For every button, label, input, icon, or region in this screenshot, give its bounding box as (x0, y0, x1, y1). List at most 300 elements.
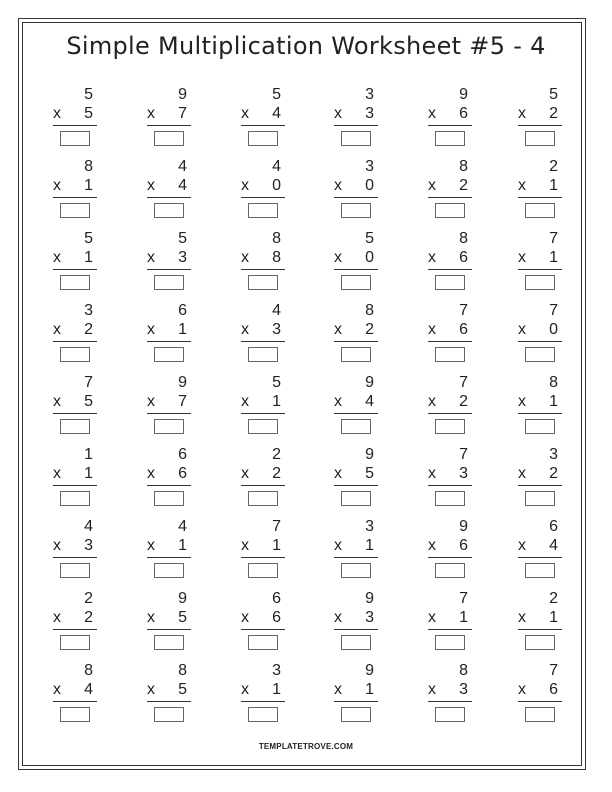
answer-line (53, 269, 97, 270)
answer-line (518, 197, 562, 198)
multiplier: 2 (549, 465, 558, 482)
multiplicand: 3 (365, 158, 374, 175)
answer-line (334, 197, 378, 198)
problem (241, 518, 285, 580)
multiplicand: 5 (178, 230, 187, 247)
multiplier: 8 (272, 249, 281, 266)
problem (334, 374, 378, 436)
problem (518, 446, 562, 508)
multiply-sign: x (334, 393, 342, 410)
answer-box[interactable] (60, 131, 90, 146)
answer-box[interactable] (154, 275, 184, 290)
problem (334, 662, 378, 724)
multiplicand: 9 (178, 590, 187, 607)
answer-box[interactable] (248, 635, 278, 650)
multiplicand: 5 (272, 374, 281, 391)
multiply-sign: x (518, 609, 526, 626)
answer-line (334, 413, 378, 414)
answer-box[interactable] (435, 563, 465, 578)
problem (147, 446, 191, 508)
problem (53, 590, 97, 652)
multiplier: 0 (272, 177, 281, 194)
answer-box[interactable] (154, 635, 184, 650)
problem (147, 302, 191, 364)
answer-line (334, 485, 378, 486)
multiply-sign: x (241, 465, 249, 482)
multiplicand: 9 (365, 662, 374, 679)
problem (428, 230, 472, 292)
multiplicand: 8 (178, 662, 187, 679)
answer-line (53, 125, 97, 126)
multiplier: 3 (178, 249, 187, 266)
multiplier: 1 (84, 249, 93, 266)
multiply-sign: x (241, 321, 249, 338)
answer-line (518, 413, 562, 414)
answer-line (241, 413, 285, 414)
answer-box[interactable] (341, 203, 371, 218)
multiplier: 2 (365, 321, 374, 338)
multiplier: 6 (459, 249, 468, 266)
multiplier: 7 (178, 393, 187, 410)
multiplier: 1 (549, 249, 558, 266)
multiplier: 4 (84, 681, 93, 698)
multiply-sign: x (334, 537, 342, 554)
answer-box[interactable] (435, 131, 465, 146)
multiplicand: 6 (549, 518, 558, 535)
multiplicand: 9 (178, 86, 187, 103)
multiplicand: 1 (84, 446, 93, 463)
multiply-sign: x (428, 177, 436, 194)
answer-box[interactable] (525, 563, 555, 578)
answer-box[interactable] (60, 491, 90, 506)
answer-line (53, 557, 97, 558)
answer-line (53, 701, 97, 702)
answer-box[interactable] (248, 419, 278, 434)
answer-line (334, 341, 378, 342)
problem (334, 518, 378, 580)
answer-box[interactable] (60, 275, 90, 290)
multiplicand: 7 (459, 302, 468, 319)
multiplier: 6 (549, 681, 558, 698)
multiplier: 1 (549, 609, 558, 626)
answer-line (241, 629, 285, 630)
answer-line (147, 629, 191, 630)
multiplicand: 2 (549, 590, 558, 607)
answer-line (53, 341, 97, 342)
multiplier: 5 (84, 105, 93, 122)
problem (518, 158, 562, 220)
multiply-sign: x (241, 177, 249, 194)
answer-box[interactable] (525, 419, 555, 434)
multiply-sign: x (53, 609, 61, 626)
problem (334, 302, 378, 364)
multiplier: 3 (272, 321, 281, 338)
answer-box[interactable] (154, 347, 184, 362)
answer-line (147, 341, 191, 342)
answer-box[interactable] (248, 491, 278, 506)
problem (428, 374, 472, 436)
multiply-sign: x (428, 249, 436, 266)
multiply-sign: x (334, 105, 342, 122)
answer-box[interactable] (60, 563, 90, 578)
problem (334, 590, 378, 652)
multiplicand: 8 (459, 158, 468, 175)
problem (147, 230, 191, 292)
answer-line (53, 485, 97, 486)
problem (241, 86, 285, 148)
problem (241, 158, 285, 220)
multiply-sign: x (53, 465, 61, 482)
answer-box[interactable] (154, 491, 184, 506)
problem (53, 230, 97, 292)
problem (241, 590, 285, 652)
multiply-sign: x (147, 609, 155, 626)
multiplier: 1 (549, 177, 558, 194)
problem (53, 446, 97, 508)
multiplicand: 6 (178, 446, 187, 463)
multiplicand: 9 (459, 518, 468, 535)
problem (334, 230, 378, 292)
multiply-sign: x (53, 321, 61, 338)
multiplier: 4 (365, 393, 374, 410)
problem (518, 518, 562, 580)
page-border-inner (22, 22, 582, 766)
answer-box[interactable] (248, 563, 278, 578)
answer-line (147, 557, 191, 558)
multiplier: 1 (365, 537, 374, 554)
multiplicand: 9 (459, 86, 468, 103)
problem (518, 230, 562, 292)
multiplier: 1 (459, 609, 468, 626)
multiply-sign: x (147, 465, 155, 482)
multiplier: 5 (178, 609, 187, 626)
multiplier: 5 (178, 681, 187, 698)
multiply-sign: x (428, 393, 436, 410)
answer-line (241, 197, 285, 198)
multiplicand: 7 (459, 590, 468, 607)
multiplicand: 8 (84, 158, 93, 175)
multiplier: 4 (549, 537, 558, 554)
multiply-sign: x (518, 249, 526, 266)
answer-box[interactable] (60, 419, 90, 434)
multiply-sign: x (518, 681, 526, 698)
answer-line (518, 269, 562, 270)
problem (518, 590, 562, 652)
multiply-sign: x (241, 249, 249, 266)
answer-box[interactable] (525, 131, 555, 146)
multiplicand: 5 (549, 86, 558, 103)
answer-line (518, 701, 562, 702)
problem (147, 590, 191, 652)
multiply-sign: x (147, 249, 155, 266)
problem (518, 662, 562, 724)
multiplicand: 7 (459, 374, 468, 391)
multiplier: 2 (459, 393, 468, 410)
multiply-sign: x (241, 393, 249, 410)
multiply-sign: x (241, 681, 249, 698)
multiplier: 1 (178, 321, 187, 338)
answer-box[interactable] (248, 707, 278, 722)
answer-box[interactable] (154, 203, 184, 218)
multiply-sign: x (518, 465, 526, 482)
multiplicand: 8 (365, 302, 374, 319)
multiplicand: 4 (272, 158, 281, 175)
answer-line (241, 269, 285, 270)
multiplier: 6 (459, 537, 468, 554)
multiplicand: 8 (459, 662, 468, 679)
multiplier: 6 (272, 609, 281, 626)
multiplicand: 3 (84, 302, 93, 319)
problem (53, 662, 97, 724)
multiplier: 1 (272, 393, 281, 410)
answer-box[interactable] (60, 635, 90, 650)
answer-box[interactable] (525, 491, 555, 506)
multiplicand: 7 (549, 230, 558, 247)
problem (53, 518, 97, 580)
multiply-sign: x (428, 321, 436, 338)
problem (334, 446, 378, 508)
multiply-sign: x (241, 105, 249, 122)
problem (334, 86, 378, 148)
multiplicand: 7 (84, 374, 93, 391)
answer-box[interactable] (341, 275, 371, 290)
answer-line (147, 701, 191, 702)
answer-box[interactable] (525, 347, 555, 362)
answer-box[interactable] (341, 491, 371, 506)
multiplier: 5 (84, 393, 93, 410)
multiplicand: 7 (549, 662, 558, 679)
answer-box[interactable] (154, 131, 184, 146)
multiplicand: 8 (459, 230, 468, 247)
multiplicand: 6 (272, 590, 281, 607)
multiplicand: 8 (549, 374, 558, 391)
answer-box[interactable] (435, 203, 465, 218)
multiplicand: 2 (549, 158, 558, 175)
multiplier: 6 (459, 321, 468, 338)
answer-line (53, 629, 97, 630)
problem (147, 158, 191, 220)
multiply-sign: x (334, 609, 342, 626)
answer-box[interactable] (341, 347, 371, 362)
multiplier: 6 (178, 465, 187, 482)
multiply-sign: x (53, 393, 61, 410)
multiply-sign: x (147, 321, 155, 338)
answer-box[interactable] (60, 203, 90, 218)
multiply-sign: x (518, 105, 526, 122)
answer-box[interactable] (154, 419, 184, 434)
answer-line (518, 341, 562, 342)
multiplicand: 4 (178, 158, 187, 175)
multiplicand: 7 (459, 446, 468, 463)
answer-line (147, 125, 191, 126)
multiplicand: 7 (549, 302, 558, 319)
multiply-sign: x (334, 249, 342, 266)
multiplier: 1 (84, 465, 93, 482)
answer-box[interactable] (435, 419, 465, 434)
multiplicand: 2 (84, 590, 93, 607)
answer-line (518, 557, 562, 558)
multiplier: 0 (365, 177, 374, 194)
multiplier: 5 (365, 465, 374, 482)
problem (53, 302, 97, 364)
problem (147, 518, 191, 580)
problem (53, 86, 97, 148)
multiply-sign: x (428, 681, 436, 698)
answer-box[interactable] (525, 635, 555, 650)
answer-line (147, 197, 191, 198)
answer-line (428, 269, 472, 270)
multiply-sign: x (518, 321, 526, 338)
multiplier: 3 (365, 105, 374, 122)
multiply-sign: x (53, 177, 61, 194)
multiply-sign: x (334, 465, 342, 482)
answer-box[interactable] (341, 131, 371, 146)
answer-line (428, 701, 472, 702)
problem (241, 230, 285, 292)
answer-box[interactable] (435, 635, 465, 650)
multiplicand: 9 (365, 374, 374, 391)
multiplicand: 7 (272, 518, 281, 535)
answer-line (147, 413, 191, 414)
answer-line (147, 485, 191, 486)
multiplicand: 4 (178, 518, 187, 535)
problem (53, 374, 97, 436)
answer-line (428, 125, 472, 126)
multiplicand: 4 (272, 302, 281, 319)
problem (428, 302, 472, 364)
answer-box[interactable] (341, 707, 371, 722)
multiply-sign: x (428, 537, 436, 554)
problem (428, 446, 472, 508)
answer-box[interactable] (341, 563, 371, 578)
multiply-sign: x (147, 681, 155, 698)
answer-line (518, 125, 562, 126)
problem (147, 86, 191, 148)
multiplier: 2 (272, 465, 281, 482)
answer-box[interactable] (154, 707, 184, 722)
answer-line (428, 629, 472, 630)
multiplier: 2 (549, 105, 558, 122)
multiplier: 3 (365, 609, 374, 626)
answer-line (334, 701, 378, 702)
answer-box[interactable] (154, 563, 184, 578)
answer-box[interactable] (341, 419, 371, 434)
answer-line (334, 557, 378, 558)
answer-box[interactable] (435, 707, 465, 722)
problem (241, 302, 285, 364)
multiplier: 3 (459, 465, 468, 482)
multiply-sign: x (518, 537, 526, 554)
answer-box[interactable] (60, 347, 90, 362)
multiplier: 1 (178, 537, 187, 554)
answer-box[interactable] (525, 203, 555, 218)
answer-line (147, 269, 191, 270)
answer-line (518, 485, 562, 486)
problem (428, 518, 472, 580)
problem (518, 374, 562, 436)
multiply-sign: x (147, 393, 155, 410)
answer-box[interactable] (435, 275, 465, 290)
problem (334, 158, 378, 220)
multiply-sign: x (428, 105, 436, 122)
multiply-sign: x (518, 177, 526, 194)
problem (147, 374, 191, 436)
answer-box[interactable] (248, 275, 278, 290)
multiplier: 3 (84, 537, 93, 554)
answer-line (53, 413, 97, 414)
multiplicand: 8 (272, 230, 281, 247)
multiply-sign: x (53, 681, 61, 698)
worksheet-title: Simple Multiplication Worksheet #5 - 4 (66, 32, 546, 60)
multiply-sign: x (147, 105, 155, 122)
answer-box[interactable] (248, 203, 278, 218)
answer-box[interactable] (525, 275, 555, 290)
answer-line (334, 269, 378, 270)
multiplier: 3 (459, 681, 468, 698)
multiplicand: 4 (84, 518, 93, 535)
multiplicand: 8 (84, 662, 93, 679)
multiplicand: 5 (365, 230, 374, 247)
multiplier: 1 (84, 177, 93, 194)
multiplicand: 3 (365, 86, 374, 103)
multiply-sign: x (518, 393, 526, 410)
problem (428, 590, 472, 652)
answer-line (518, 629, 562, 630)
multiplicand: 3 (549, 446, 558, 463)
answer-line (428, 485, 472, 486)
answer-box[interactable] (525, 707, 555, 722)
answer-line (428, 341, 472, 342)
multiplicand: 2 (272, 446, 281, 463)
answer-box[interactable] (248, 131, 278, 146)
answer-box[interactable] (435, 347, 465, 362)
multiplier: 4 (178, 177, 187, 194)
answer-box[interactable] (248, 347, 278, 362)
multiplicand: 5 (84, 230, 93, 247)
multiplicand: 5 (272, 86, 281, 103)
answer-line (53, 197, 97, 198)
multiplier: 0 (549, 321, 558, 338)
answer-box[interactable] (435, 491, 465, 506)
multiplicand: 9 (365, 446, 374, 463)
multiply-sign: x (147, 177, 155, 194)
problem (428, 662, 472, 724)
answer-box[interactable] (341, 635, 371, 650)
answer-line (428, 413, 472, 414)
problem (147, 662, 191, 724)
problem (241, 374, 285, 436)
answer-line (428, 557, 472, 558)
multiplier: 7 (178, 105, 187, 122)
multiply-sign: x (53, 249, 61, 266)
answer-line (241, 125, 285, 126)
answer-line (241, 557, 285, 558)
answer-line (241, 485, 285, 486)
problem (428, 86, 472, 148)
problem (241, 662, 285, 724)
multiplier: 2 (84, 609, 93, 626)
multiply-sign: x (334, 177, 342, 194)
answer-box[interactable] (60, 707, 90, 722)
multiplier: 1 (272, 537, 281, 554)
problem (518, 302, 562, 364)
multiply-sign: x (334, 681, 342, 698)
answer-line (428, 197, 472, 198)
answer-line (334, 629, 378, 630)
multiply-sign: x (241, 609, 249, 626)
multiply-sign: x (147, 537, 155, 554)
problem (53, 158, 97, 220)
